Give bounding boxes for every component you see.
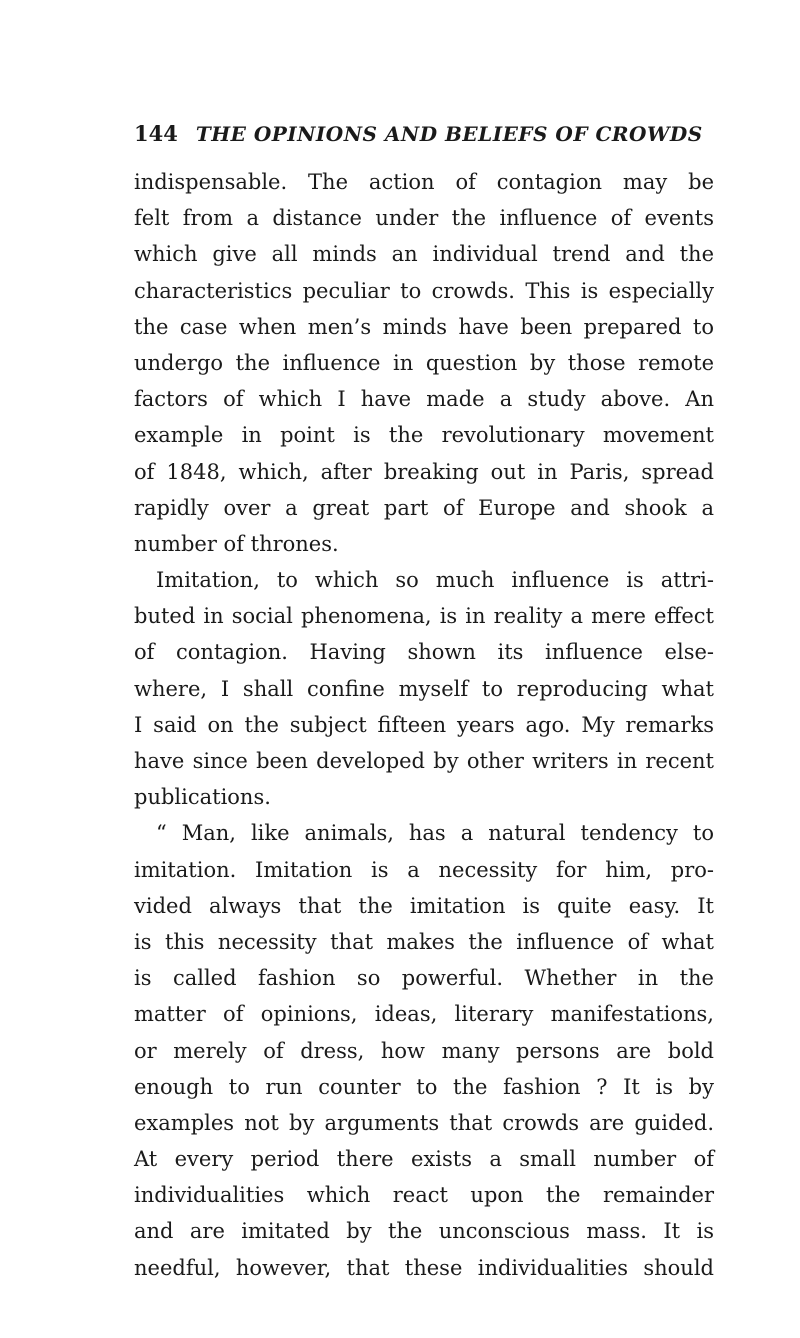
text-line: is called fashion so powerful. Whether in the	[134, 966, 714, 991]
body-text	[134, 164, 714, 1286]
text-line: of 1848, which, after breaking out in Paris, spread	[134, 459, 714, 484]
text-line: At every period there exists a small number of	[134, 1147, 714, 1172]
text-line: needful, however, that these individualities should	[134, 1255, 714, 1280]
text-line: individualities which react upon the remainder	[134, 1183, 714, 1208]
text-line: is this necessity that makes the influence of what	[134, 929, 714, 954]
text-line: example in point is the revolutionary movement	[134, 423, 714, 448]
text-line: “ Man, like animals, has a natural tendency to	[156, 821, 714, 846]
text-line: felt from a distance under the influence of events	[134, 206, 714, 231]
text-line: where, I shall confine myself to reproducing what	[134, 676, 714, 701]
text-line: number of thrones.	[134, 531, 339, 556]
text-line: vided always that the imitation is quite easy. It	[134, 893, 714, 918]
text-line: which give all minds an individual trend and the	[134, 242, 714, 267]
running-head: THE OPINIONS AND BELIEFS OF CROWDS	[195, 122, 703, 146]
text-line: have since been developed by other writers in recent	[134, 749, 714, 773]
text-line: of contagion. Having shown its influence else-	[134, 640, 714, 665]
text-line: I said on the subject fifteen years ago. My remarks	[134, 712, 714, 737]
text-line: the case when men’s minds have been prepared to	[134, 314, 714, 339]
text-line: undergo the influence in question by those remote	[134, 350, 714, 375]
text-line: characteristics peculiar to crowds. This is especially	[134, 278, 714, 303]
text-line: publications.	[134, 785, 271, 810]
text-line: factors of which I have made a study above. An	[134, 387, 714, 412]
text-line: Imitation, to which so much influence is attri-	[156, 568, 714, 593]
text-line: and are imitated by the unconscious mass. It is	[134, 1219, 714, 1244]
text-line: imitation. Imitation is a necessity for him, pro-	[134, 857, 714, 882]
text-line: buted in social phenomena, is in reality a mere effect	[134, 604, 714, 629]
page-number: 144	[134, 121, 178, 146]
text-line: rapidly over a great part of Europe and shook a	[134, 495, 714, 520]
text-line: indispensable. The action of contagion may be	[134, 170, 714, 194]
text-line: enough to run counter to the fashion ? It is by	[134, 1074, 714, 1099]
text-line: or merely of dress, how many persons are bold	[134, 1038, 714, 1063]
text-line: matter of opinions, ideas, literary manifestations,	[134, 1002, 714, 1027]
text-line: examples not by arguments that crowds are guided.	[134, 1110, 714, 1135]
page-header	[134, 121, 714, 161]
